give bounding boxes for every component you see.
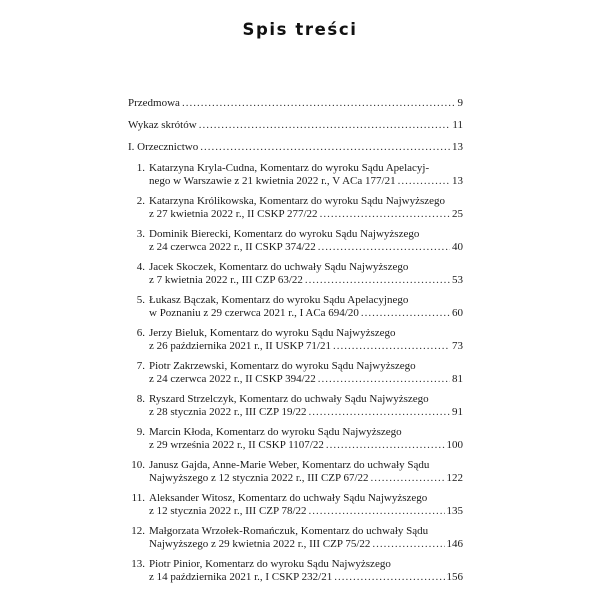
- entry-number: 9.: [136, 425, 145, 438]
- dot-leader: [182, 97, 456, 111]
- dot-leader: [199, 119, 451, 133]
- dot-leader: [200, 141, 450, 155]
- entry-citation: z 28 stycznia 2022 r., III CZP 19/22: [149, 406, 307, 418]
- entry-citation: z 7 kwietnia 2022 r., III CZP 63/22: [149, 274, 303, 286]
- entry-title: Jacek Skoczek, Komentarz do uchwały Sądu Najwyższego: [149, 260, 409, 273]
- entry-citation: z 29 września 2022 r., II CSKP 1107/22: [149, 439, 324, 451]
- toc-entry[interactable]: [128, 294, 463, 321]
- page-title: Spis treści: [242, 20, 358, 39]
- entry-number: 4.: [136, 260, 145, 273]
- entry-number: 7.: [136, 359, 145, 372]
- entry-citation: Najwyższego z 12 stycznia 2022 r., III CZP 67/22: [149, 472, 369, 484]
- dot-leader: [305, 274, 450, 288]
- toc-entry[interactable]: [128, 162, 463, 189]
- dot-leader: [371, 472, 445, 486]
- entry-number: 5.: [136, 293, 145, 306]
- entry-number: 3.: [136, 227, 145, 240]
- entry-number: 12.: [131, 524, 145, 537]
- toc-item-przedmowa[interactable]: [128, 97, 463, 111]
- toc-item-label: Wykaz skrótów: [128, 119, 197, 131]
- dot-leader: [398, 175, 450, 189]
- entry-page: 53: [452, 274, 463, 286]
- entry-title: Marcin Kłoda, Komentarz do wyroku Sądu Najwyższego: [149, 425, 402, 438]
- entry-page: 73: [452, 340, 463, 352]
- entry-page: 100: [446, 439, 463, 451]
- toc-item-label: Przedmowa: [128, 97, 180, 109]
- entry-citation: z 24 czerwca 2022 r., II CSKP 374/22: [149, 241, 316, 253]
- entry-page: 40: [452, 241, 463, 253]
- table-of-contents: [128, 97, 463, 591]
- entry-number: 1.: [136, 161, 145, 174]
- entry-number: 10.: [131, 458, 145, 471]
- toc-entry[interactable]: [128, 525, 463, 552]
- entry-title: Piotr Pinior, Komentarz do wyroku Sądu Najwyższego: [149, 557, 391, 570]
- entry-title: Jerzy Bieluk, Komentarz do wyroku Sądu Najwyższego: [149, 326, 396, 339]
- entry-citation: z 24 czerwca 2022 r., II CSKP 394/22: [149, 373, 316, 385]
- entry-title: Janusz Gajda, Anne-Marie Weber, Komentarz do uchwały Sądu: [149, 458, 430, 471]
- dot-leader: [361, 307, 450, 321]
- dot-leader: [326, 439, 445, 453]
- entry-title: Katarzyna Królikowska, Komentarz do wyroku Sądu Najwyższego: [149, 194, 445, 207]
- entry-title: Ryszard Strzelczyk, Komentarz do uchwały Sądu Najwyższego: [149, 392, 429, 405]
- toc-item-page: 9: [457, 97, 463, 109]
- toc-item-wykaz-skrotow[interactable]: [128, 119, 463, 133]
- entry-page: 25: [452, 208, 463, 220]
- entry-citation: Najwyższego z 29 kwietnia 2022 r., III CZP 75/22: [149, 538, 371, 550]
- entry-citation: z 14 października 2021 r., I CSKP 232/21: [149, 571, 333, 583]
- toc-entry[interactable]: [128, 228, 463, 255]
- toc-entry[interactable]: [128, 426, 463, 453]
- entry-page: 156: [446, 571, 463, 583]
- toc-item-label: I. Orzecznictwo: [128, 141, 199, 153]
- entry-number: 11.: [131, 491, 145, 504]
- toc-entry[interactable]: [128, 558, 463, 585]
- entry-citation: nego w Warszawie z 21 kwietnia 2022 r., V ACa 177/21: [149, 175, 396, 187]
- entry-page: 91: [452, 406, 463, 418]
- dot-leader: [318, 241, 450, 255]
- entry-title: Małgorzata Wrzołek-Romańczuk, Komentarz do uchwały Sądu: [149, 524, 429, 537]
- entry-citation: z 12 stycznia 2022 r., III CZP 78/22: [149, 505, 307, 517]
- toc-item-orzecznictwo[interactable]: [128, 141, 463, 155]
- toc-entry[interactable]: [128, 261, 463, 288]
- entry-page: 146: [446, 538, 463, 550]
- toc-entry[interactable]: [128, 327, 463, 354]
- toc-item-page: 13: [452, 141, 463, 153]
- entry-title: Dominik Bierecki, Komentarz do wyroku Sądu Najwyższego: [149, 227, 420, 240]
- entry-number: 13.: [131, 557, 145, 570]
- entry-title: Piotr Zakrzewski, Komentarz do wyroku Sądu Najwyższego: [149, 359, 416, 372]
- entry-page: 122: [446, 472, 463, 484]
- toc-entry[interactable]: [128, 393, 463, 420]
- dot-leader: [333, 340, 450, 354]
- entry-title: Aleksander Witosz, Komentarz do uchwały Sądu Najwyższego: [149, 491, 428, 504]
- dot-leader: [309, 505, 445, 519]
- toc-item-page: 11: [452, 119, 463, 131]
- entry-page: 135: [446, 505, 463, 517]
- entry-title: Łukasz Bączak, Komentarz do wyroku Sądu Apelacyjnego: [149, 293, 409, 306]
- entry-page: 81: [452, 373, 463, 385]
- entry-number: 2.: [136, 194, 145, 207]
- dot-leader: [309, 406, 450, 420]
- entry-page: 60: [452, 307, 463, 319]
- entry-citation: z 26 października 2021 r., II USKP 71/21: [149, 340, 331, 352]
- dot-leader: [320, 208, 450, 222]
- entry-number: 6.: [136, 326, 145, 339]
- dot-leader: [372, 538, 444, 552]
- entry-citation: w Poznaniu z 29 czerwca 2021 r., I ACa 694/20: [149, 307, 359, 319]
- dot-leader: [318, 373, 450, 387]
- entry-title: Katarzyna Kryla-Cudna, Komentarz do wyroku Sądu Apelacyj-: [149, 161, 430, 174]
- entry-page: 13: [452, 175, 463, 187]
- toc-entry[interactable]: [128, 492, 463, 519]
- entry-citation: z 27 kwietnia 2022 r., II CSKP 277/22: [149, 208, 318, 220]
- toc-entry[interactable]: [128, 360, 463, 387]
- toc-entry[interactable]: [128, 195, 463, 222]
- toc-entry[interactable]: [128, 459, 463, 486]
- dot-leader: [334, 571, 444, 585]
- entry-number: 8.: [136, 392, 145, 405]
